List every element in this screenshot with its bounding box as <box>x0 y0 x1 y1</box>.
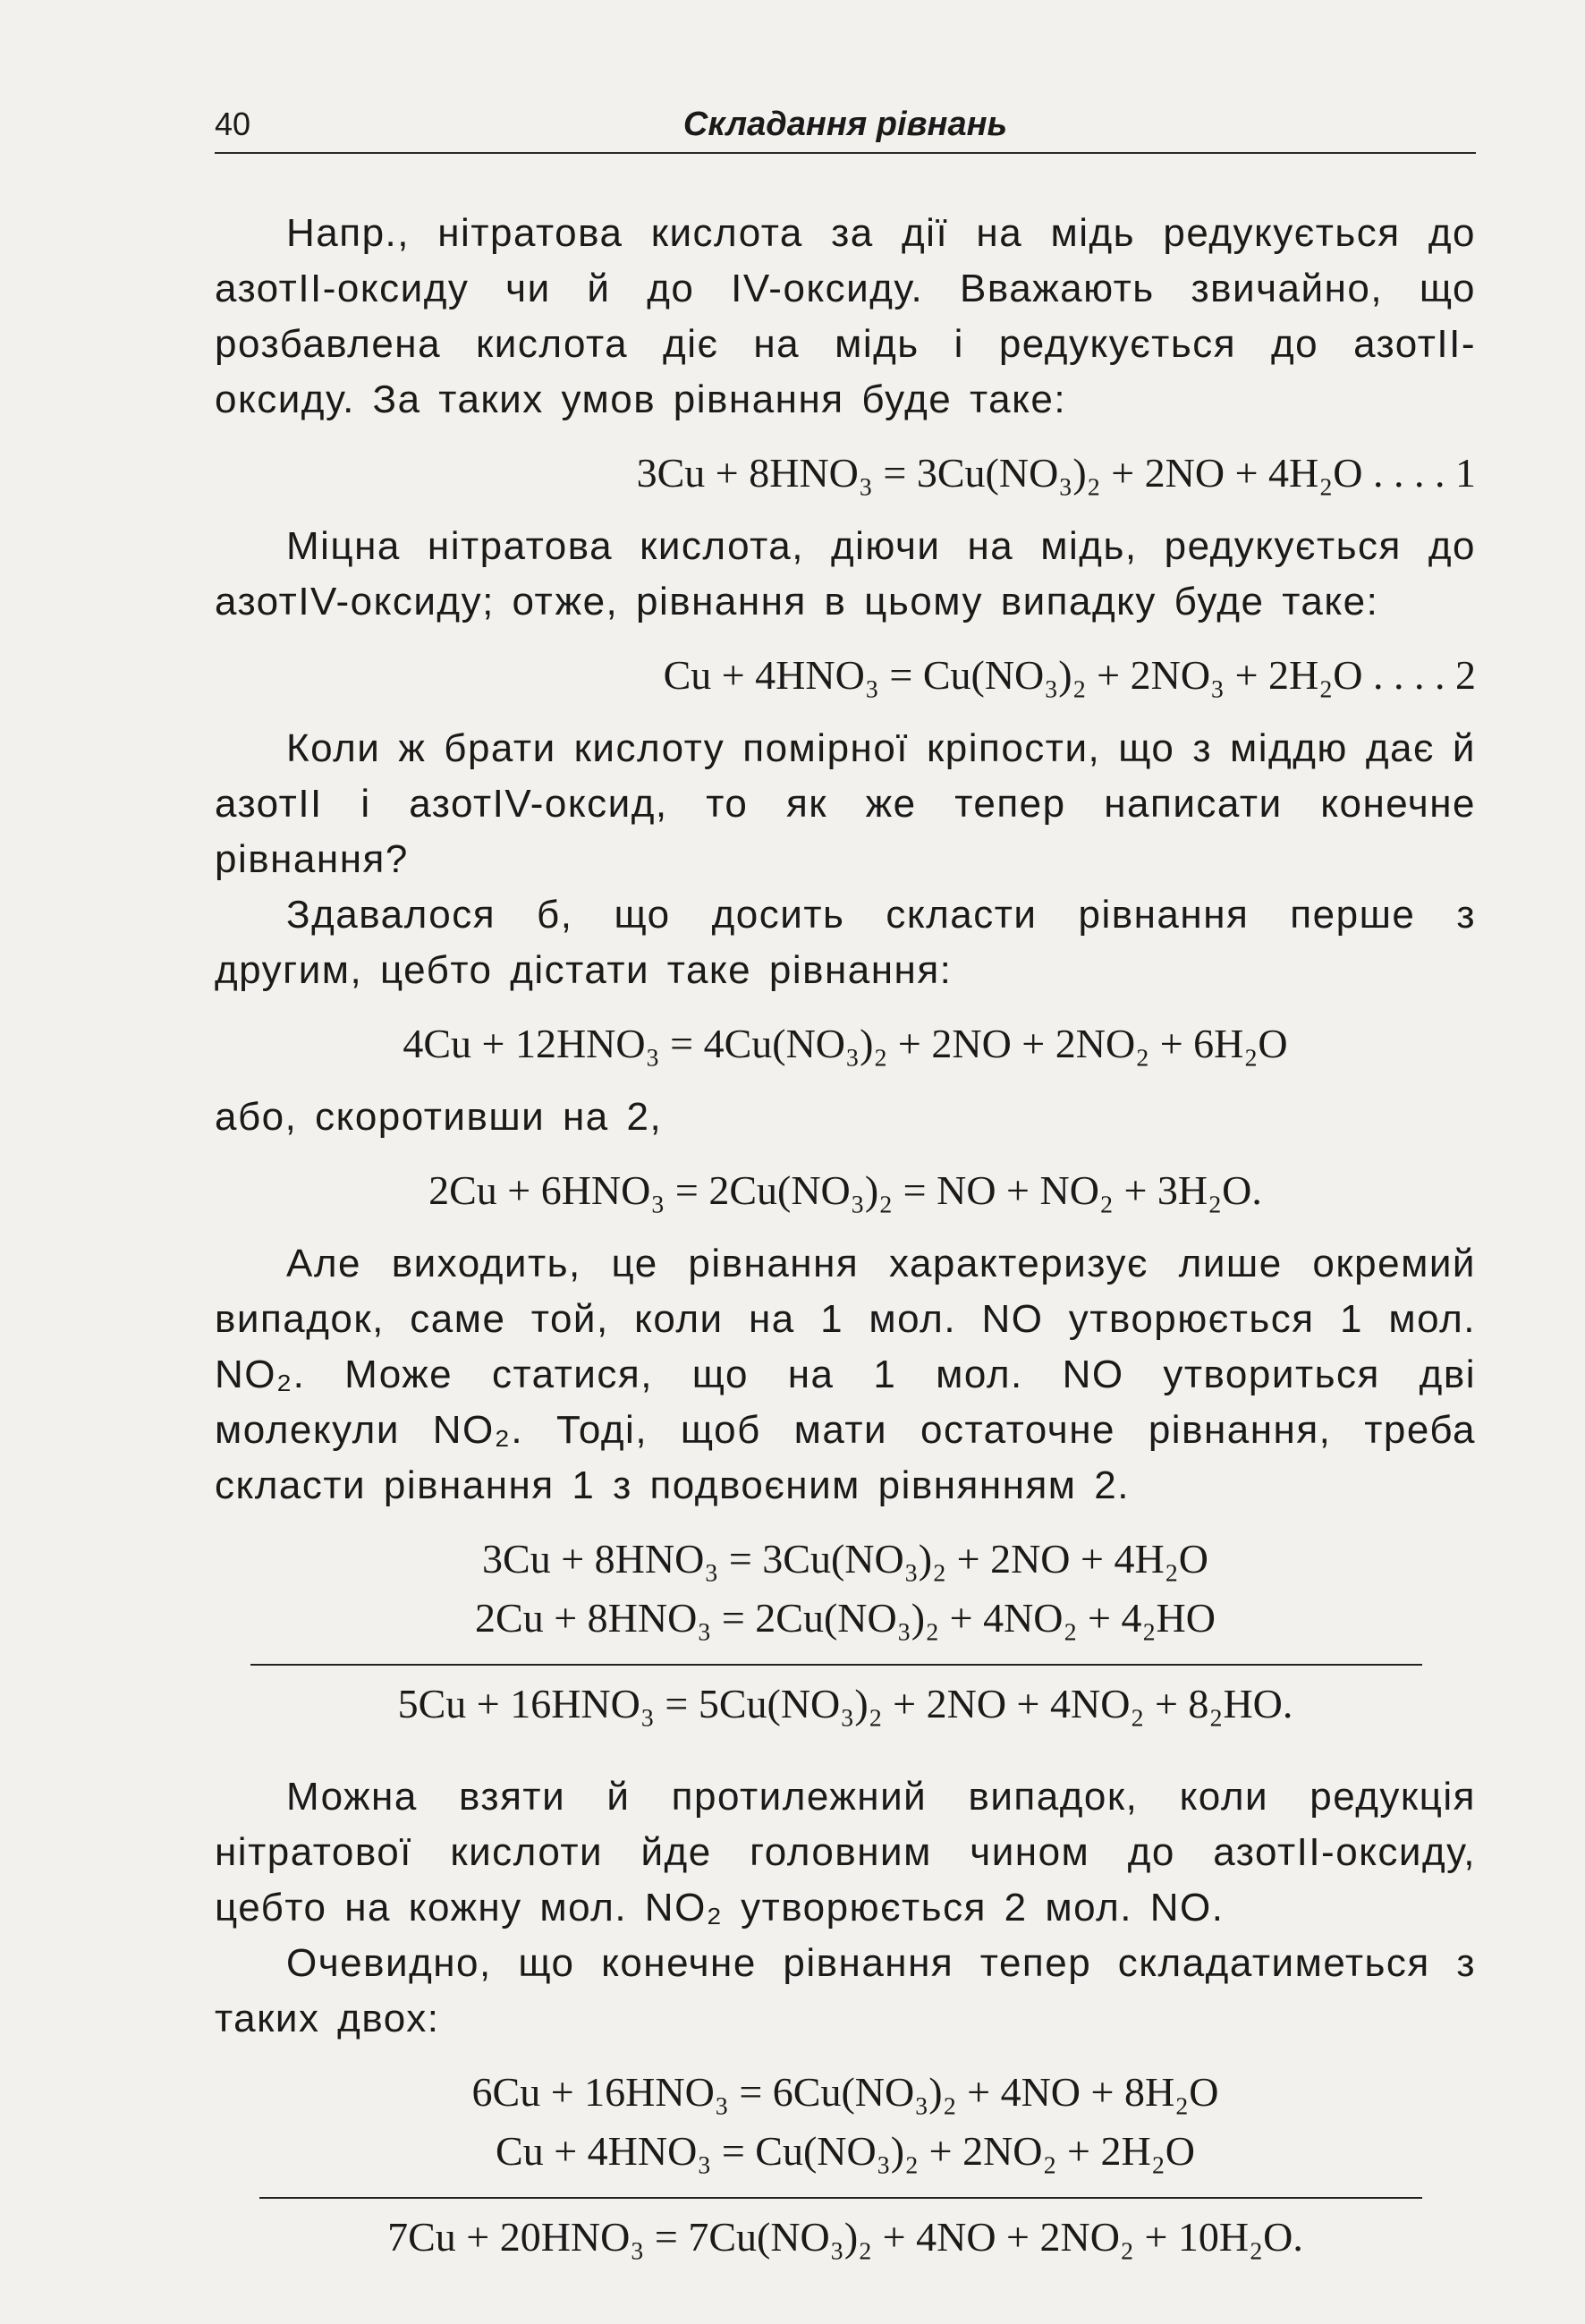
equation-1: 3Cu + 8HNO₃ = 3Cu(NO₃)₂ + 2NO + 4H₂O . . . . 1 <box>636 450 1476 496</box>
equation-5b: 2Cu + 8HNO₃ = 2Cu(NO₃)₂ + 4NO₂ + 4₂HO <box>475 1595 1216 1641</box>
paragraph-4: Здавалося б, що досить скласти рівнання перше з другим, цебто дістати таке рівнання: <box>215 893 1476 992</box>
page-body <box>215 206 1476 2283</box>
equation-6b: Cu + 4HNO₃ = Cu(NO₃)₂ + 2NO₂ + 2H₂O <box>496 2128 1195 2174</box>
paragraph-2: Міцна нітратова кислота, діючи на мідь, редукується до азотIV-оксиду; отже, рівнання в цьому випадку буде таке: <box>215 524 1476 623</box>
equation-5a: 3Cu + 8HNO₃ = 3Cu(NO₃)₂ + 2NO + 4H₂O <box>482 1536 1208 1582</box>
sum-divider <box>250 1664 1422 1666</box>
page-header <box>215 98 1476 154</box>
running-title: Складання рівнань <box>682 106 1008 143</box>
book-page <box>215 98 1476 2260</box>
equation-2: Cu + 4HNO₃ = Cu(NO₃)₂ + 2NO₃ + 2H₂O . . . . 2 <box>663 652 1476 698</box>
paragraph-8: Очевидно, що конечне рівнання тепер складатиметься з таких двох: <box>215 1941 1476 2040</box>
equation-4: 2Cu + 6HNO₃ = 2Cu(NO₃)₂ = NO + NO₂ + 3H₂O. <box>428 1167 1262 1213</box>
paragraph-6: Але виходить, це рівнання характеризує лише окремий випадок, саме той, коли на 1 мол. NO утворюється 1 мол. NO₂. Може статися, що на 1 мол. NO утвориться дві молекули NO₂. Тоді, щоб мати остаточне рівнання, треба скласти рівнання 1 з подвоєним рівнянням 2. <box>215 1242 1476 1507</box>
paragraph-7: Можна взяти й протилежний випадок, коли редукція нітратової кислоти йде головним чином до азотII-оксиду, цебто на кожну мол. NO₂ утворюється 2 мол. NO. <box>215 1775 1476 1930</box>
equation-6-sum: 7Cu + 20HNO₃ = 7Cu(NO₃)₂ + 4NO + 2NO₂ + 10H₂O. <box>387 2214 1303 2260</box>
paragraph-3: Коли ж брати кислоту помірної кріпости, що з міддю дає й азотII і азотIV-оксид, то як же тепер написати конечне рівнання? <box>215 726 1476 881</box>
page-number: 40 <box>215 106 251 142</box>
equation-3: 4Cu + 12HNO₃ = 4Cu(NO₃)₂ + 2NO + 2NO₂ + 6H₂O <box>403 1021 1288 1066</box>
sum-divider <box>259 2197 1422 2199</box>
equation-6a: 6Cu + 16HNO₃ = 6Cu(NO₃)₂ + 4NO + 8H₂O <box>471 2069 1219 2115</box>
equation-5-sum: 5Cu + 16HNO₃ = 5Cu(NO₃)₂ + 2NO + 4NO₂ + 8₂HO. <box>397 1681 1293 1726</box>
paragraph-1: Напр., нітратова кислота за дії на мідь редукується до азотII-оксиду чи й до IV-оксиду. Вважають звичайно, що розбавлена кислота діє на мідь і редукується до азотII-оксиду. За таких умов рівнання буде таке: <box>215 211 1476 421</box>
paragraph-5: або, скоротивши на 2, <box>215 1095 663 1139</box>
